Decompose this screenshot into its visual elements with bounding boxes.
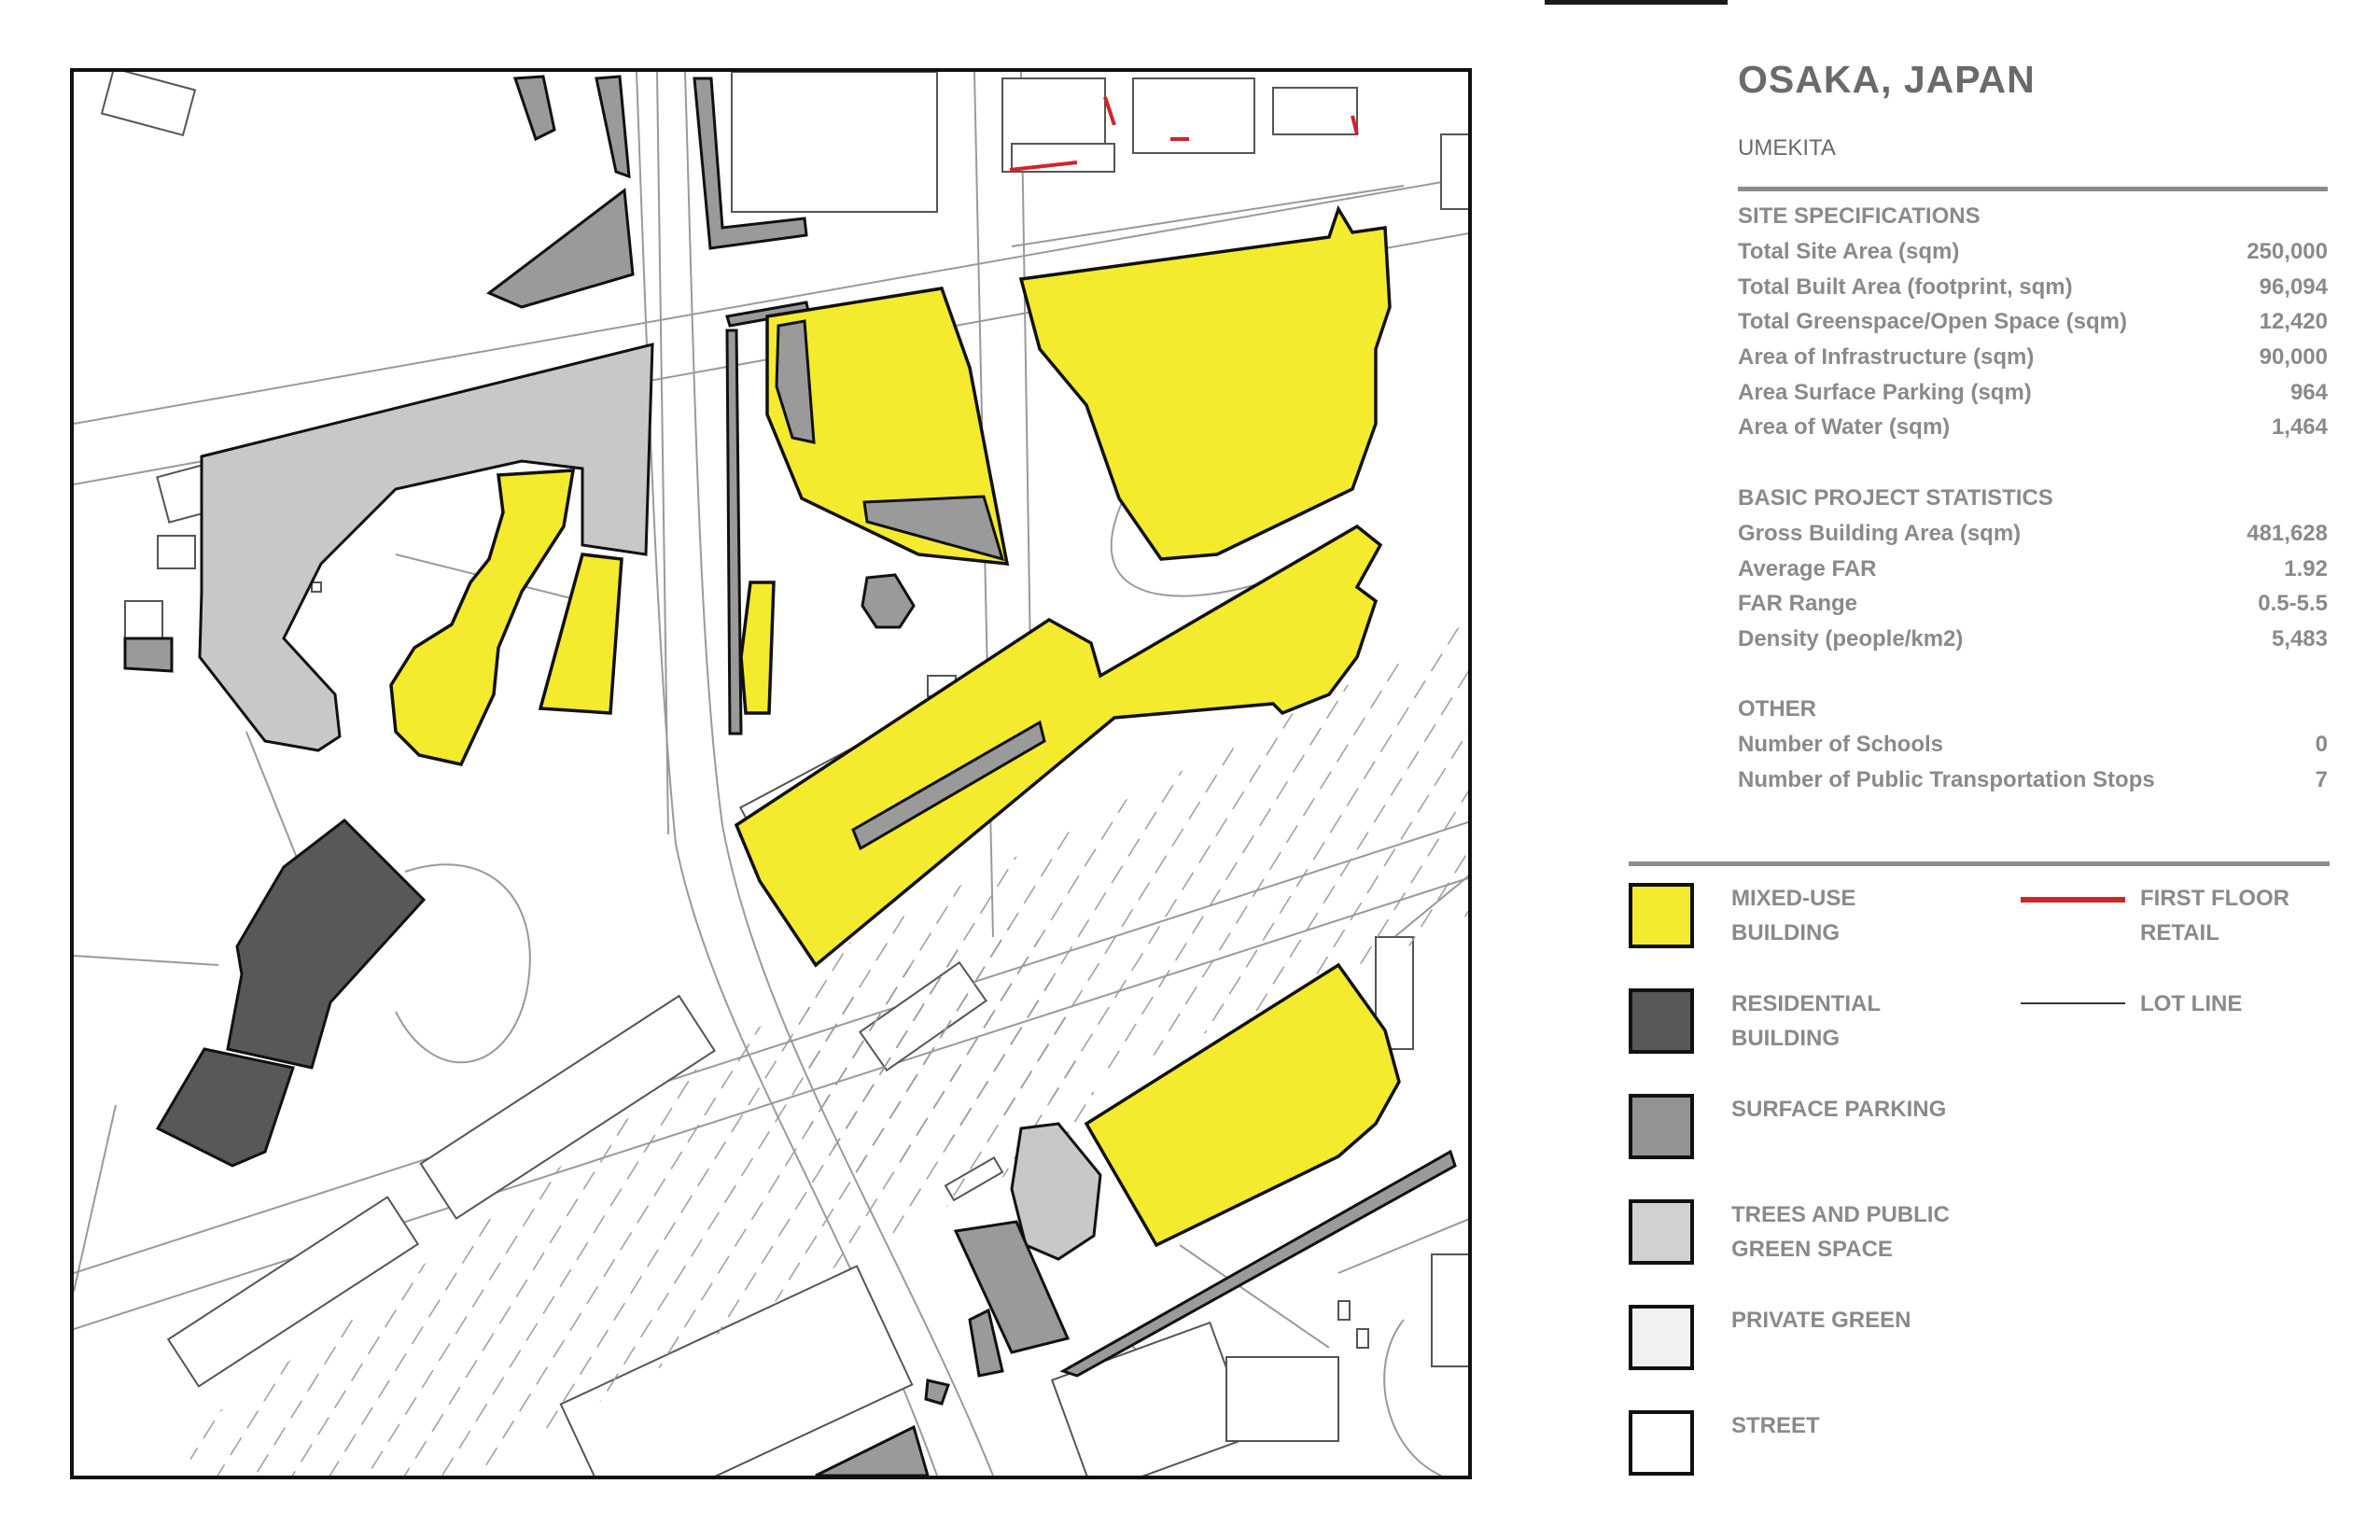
legend-label: TREES AND PUBLIC xyxy=(1731,1202,1950,1227)
legend-divider xyxy=(1629,861,2330,866)
stat-label: Density (people/km2) xyxy=(1738,626,1964,652)
legend-swatch xyxy=(1629,1199,1694,1265)
stat-row xyxy=(1738,340,2328,375)
stat-label: Number of Public Transportation Stops xyxy=(1738,766,2155,792)
section-title: BASIC PROJECT STATISTICS xyxy=(1738,485,2053,511)
stat-label: FAR Range xyxy=(1738,591,1858,617)
legend-item-residential xyxy=(1629,988,1881,1056)
stat-value: 481,628 xyxy=(2247,521,2328,546)
legend-line-swatch xyxy=(2021,897,2125,903)
legend-label: PRIVATE GREEN xyxy=(1731,1308,1911,1333)
legend-label: BUILDING xyxy=(1731,1026,1840,1051)
stat-value: 5,483 xyxy=(2271,626,2328,652)
stat-row xyxy=(1738,516,2328,552)
stat-row xyxy=(1738,552,2328,587)
stat-label: Area of Infrastructure (sqm) xyxy=(1738,344,2035,371)
section-title: SITE SPECIFICATIONS xyxy=(1738,203,1981,229)
stat-label: Number of Schools xyxy=(1738,732,1944,757)
legend-label: BUILDING xyxy=(1731,920,1840,945)
legend-swatch xyxy=(1629,1094,1694,1159)
legend-label: RETAIL xyxy=(2140,920,2219,945)
stat-value: 1.92 xyxy=(2284,555,2328,581)
legend-label: STREET xyxy=(1731,1413,1820,1438)
stat-value: 12,420 xyxy=(2259,309,2328,335)
stat-label: Total Greenspace/Open Space (sqm) xyxy=(1738,309,2128,335)
stat-value: 7 xyxy=(2315,766,2328,792)
stat-label: Average FAR xyxy=(1738,555,1877,581)
stat-value: 96,094 xyxy=(2259,273,2328,300)
header-accent-bar xyxy=(1545,0,1728,5)
section-title: OTHER xyxy=(1738,696,1816,721)
stat-row xyxy=(1738,622,2328,657)
basic-project-statistics-section xyxy=(1738,481,2328,657)
stat-row xyxy=(1738,586,2328,622)
legend-line-swatch xyxy=(2021,1002,2125,1004)
legend-item-surface-parking xyxy=(1629,1094,1946,1159)
stat-value: 90,000 xyxy=(2259,344,2328,371)
site-map[interactable] xyxy=(70,68,1472,1479)
map-subtitle: UMEKITA xyxy=(1738,135,1836,161)
stat-label: Total Site Area (sqm) xyxy=(1738,239,1960,264)
stat-label: Area of Water (sqm) xyxy=(1738,414,1951,441)
legend-item-street xyxy=(1629,1410,1820,1476)
legend-item-trees-green xyxy=(1629,1199,1950,1267)
stat-value: 250,000 xyxy=(2247,239,2328,264)
legend-swatch xyxy=(1629,1305,1694,1370)
stat-label: Gross Building Area (sqm) xyxy=(1738,521,2022,546)
stat-value: 0.5-5.5 xyxy=(2258,591,2328,617)
legend-swatch xyxy=(1629,988,1694,1054)
legend-item-first-floor-retail xyxy=(2021,883,2289,950)
legend-label: MIXED-USE xyxy=(1731,886,1856,911)
stat-row xyxy=(1738,270,2328,305)
stat-row xyxy=(1738,763,2328,798)
site-specifications-section xyxy=(1738,199,2328,445)
stat-value: 1,464 xyxy=(2271,414,2328,441)
section-divider xyxy=(1738,187,2328,191)
legend-swatch xyxy=(1629,1410,1694,1476)
legend-item-private-green xyxy=(1629,1305,1911,1370)
stat-label: Total Built Area (footprint, sqm) xyxy=(1738,273,2073,300)
legend-label: RESIDENTIAL xyxy=(1731,991,1882,1016)
legend-label: GREEN SPACE xyxy=(1731,1237,1893,1262)
legend-label: SURFACE PARKING xyxy=(1731,1097,1947,1122)
stat-value: 964 xyxy=(2289,379,2328,405)
stat-row xyxy=(1738,304,2328,340)
residential-buildings xyxy=(158,820,424,1166)
stat-value: 0 xyxy=(2315,732,2328,757)
stat-label: Area Surface Parking (sqm) xyxy=(1738,379,2032,405)
map-title: OSAKA, JAPAN xyxy=(1738,58,2036,101)
stat-row xyxy=(1738,234,2328,270)
stat-row xyxy=(1738,375,2328,411)
legend-label: FIRST FLOOR xyxy=(2140,886,2289,911)
site-map-drawing xyxy=(74,72,1468,1476)
legend-item-lot-line xyxy=(2021,988,2242,1021)
legend-item-mixed-use xyxy=(1629,883,1855,950)
stat-row xyxy=(1738,410,2328,445)
legend-label: LOT LINE xyxy=(2140,991,2243,1016)
stat-row xyxy=(1738,727,2328,763)
legend-swatch xyxy=(1629,883,1694,948)
other-section xyxy=(1738,692,2328,797)
